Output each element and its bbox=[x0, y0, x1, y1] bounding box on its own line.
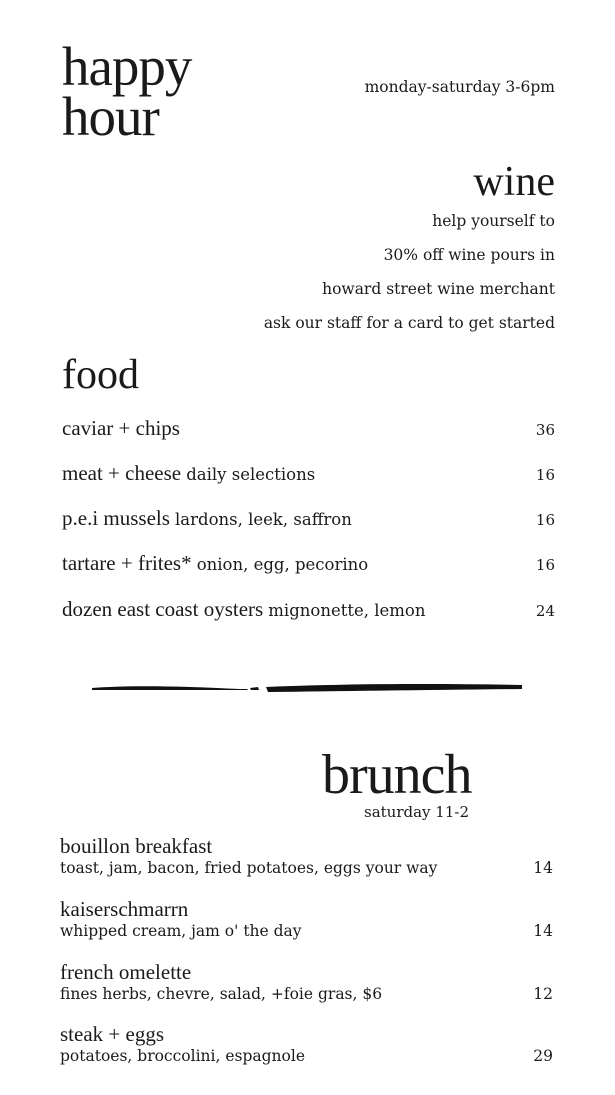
brunch-item-name: kaiserschmarrn bbox=[60, 897, 189, 921]
brunch-item-detail bbox=[60, 921, 553, 941]
wine-line: 30% off wine pours in bbox=[383, 246, 555, 264]
food-item bbox=[62, 416, 555, 446]
food-item-text bbox=[62, 416, 180, 441]
happy-hour-schedule: monday-saturday 3-6pm bbox=[364, 78, 555, 96]
happy-hour-title-line1: happy bbox=[62, 36, 192, 97]
food-item-text bbox=[62, 551, 368, 576]
food-item bbox=[62, 597, 555, 627]
brunch-schedule: saturday 11-2 bbox=[364, 803, 469, 821]
brunch-item-price: 14 bbox=[533, 859, 553, 877]
food-item bbox=[62, 461, 555, 491]
wine-line: help yourself to bbox=[432, 212, 555, 230]
food-item-name: tartare + frites* bbox=[62, 551, 192, 575]
food-item-name: meat + cheese bbox=[62, 461, 182, 485]
food-item-name: caviar + chips bbox=[62, 416, 180, 440]
food-item-description: onion, egg, pecorino bbox=[196, 555, 369, 574]
brunch-item-name: bouillon breakfast bbox=[60, 834, 213, 858]
brunch-item-description: toast, jam, bacon, fried potatoes, eggs your way bbox=[60, 859, 438, 877]
brunch-item bbox=[60, 1022, 553, 1066]
food-item-price: 24 bbox=[535, 602, 555, 620]
brunch-item-price: 14 bbox=[533, 922, 553, 940]
brunch-heading: brunch bbox=[322, 744, 472, 806]
food-heading: food bbox=[62, 352, 139, 398]
brunch-item-description: whipped cream, jam o' the day bbox=[60, 922, 302, 940]
brush-stroke-divider bbox=[90, 678, 525, 698]
brunch-item bbox=[60, 834, 553, 878]
food-item-description: daily selections bbox=[186, 465, 316, 484]
food-item-description: mignonette, lemon bbox=[268, 601, 426, 620]
brunch-item-price: 12 bbox=[533, 985, 553, 1003]
wine-line: howard street wine merchant bbox=[322, 280, 555, 298]
brunch-item-description: potatoes, broccolini, espagnole bbox=[60, 1047, 305, 1065]
food-item bbox=[62, 551, 555, 581]
brunch-item-detail bbox=[60, 1046, 553, 1066]
brunch-item-price: 29 bbox=[533, 1047, 553, 1065]
food-item-text bbox=[62, 461, 315, 486]
food-item-price: 16 bbox=[535, 556, 555, 574]
wine-heading: wine bbox=[473, 159, 555, 205]
food-item-description: lardons, leek, saffron bbox=[175, 510, 352, 529]
brunch-item-name: french omelette bbox=[60, 960, 192, 984]
happy-hour-title-line2: hour bbox=[62, 86, 159, 147]
brunch-item-detail bbox=[60, 984, 553, 1004]
food-item-text bbox=[62, 506, 352, 531]
brunch-item-name: steak + eggs bbox=[60, 1022, 164, 1046]
brunch-item bbox=[60, 960, 553, 1004]
brunch-item-detail bbox=[60, 858, 553, 878]
food-item bbox=[62, 506, 555, 536]
happy-hour-title bbox=[62, 36, 192, 147]
food-item-name: dozen east coast oysters bbox=[62, 597, 264, 621]
food-item-name: p.e.i mussels bbox=[62, 506, 170, 530]
brunch-item bbox=[60, 897, 553, 941]
food-item-text bbox=[62, 597, 425, 622]
food-item-price: 36 bbox=[535, 421, 555, 439]
food-item-price: 16 bbox=[535, 511, 555, 529]
food-item-price: 16 bbox=[535, 466, 555, 484]
wine-line: ask our staff for a card to get started bbox=[263, 314, 555, 332]
brunch-item-description: fines herbs, chevre, salad, +foie gras, $6 bbox=[60, 985, 383, 1003]
